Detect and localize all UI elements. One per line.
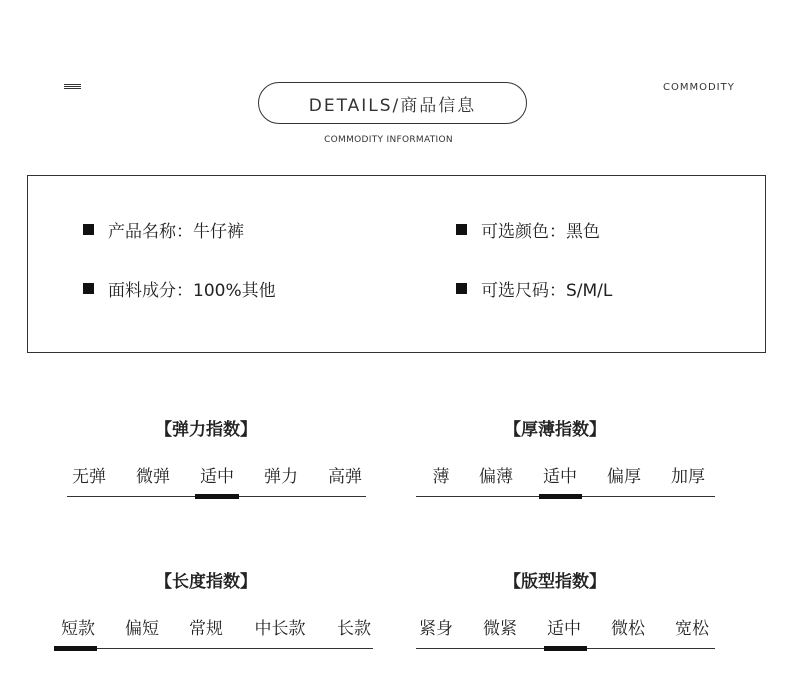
fit-marker: [544, 646, 587, 651]
elasticity-option: 微弹: [136, 467, 170, 487]
info-size-text: 可选尺码：S/M/L: [481, 281, 613, 301]
info-color-text: 可选颜色：黑色: [481, 222, 600, 242]
fit-option: 微紧: [483, 619, 517, 639]
fit-option: 紧身: [419, 619, 453, 639]
bullet-square-icon: [456, 283, 467, 294]
fit-option: 宽松: [675, 619, 709, 639]
info-fabric-text: 面料成分：100%其他: [108, 281, 276, 301]
info-item-fabric: [83, 276, 276, 301]
thickness-option: 偏薄: [479, 467, 513, 487]
length-track: [54, 648, 373, 649]
bullet-square-icon: [456, 224, 467, 235]
product-info-box: [27, 175, 766, 353]
thickness-title: 【厚薄指数】: [504, 420, 606, 440]
elasticity-option: 弹力: [264, 467, 298, 487]
elasticity-option: 高弹: [328, 467, 362, 487]
fit-option-selected: 适中: [547, 619, 581, 639]
elasticity-title: 【弹力指数】: [155, 420, 257, 440]
length-option: 中长款: [254, 619, 306, 639]
length-option: 偏短: [125, 619, 159, 639]
bullet-square-icon: [83, 283, 94, 294]
fit-option: 微松: [611, 619, 645, 639]
elasticity-option: 无弹: [72, 467, 106, 487]
hamburger-icon[interactable]: [64, 84, 81, 88]
length-marker: [54, 646, 97, 651]
info-item-color: [456, 217, 600, 242]
thickness-option: 薄: [432, 467, 450, 487]
fit-title: 【版型指数】: [504, 572, 606, 592]
page-subtitle: COMMODITY INFORMATION: [324, 135, 453, 145]
info-item-name: [83, 217, 244, 242]
length-option: 长款: [337, 619, 371, 639]
page-title: DETAILS/商品信息: [258, 82, 527, 124]
corner-label: COMMODITY: [663, 82, 735, 93]
length-title: 【长度指数】: [155, 572, 257, 592]
thickness-marker: [539, 494, 582, 499]
bullet-square-icon: [83, 224, 94, 235]
elasticity-marker: [195, 494, 239, 499]
thickness-option: 偏厚: [607, 467, 641, 487]
info-item-size: [456, 276, 612, 301]
elasticity-option-selected: 适中: [200, 467, 234, 487]
info-name-text: 产品名称：牛仔裤: [108, 222, 244, 242]
length-option-selected: 短款: [61, 619, 95, 639]
thickness-option-selected: 适中: [543, 467, 577, 487]
length-option: 常规: [189, 619, 223, 639]
thickness-option: 加厚: [671, 467, 705, 487]
